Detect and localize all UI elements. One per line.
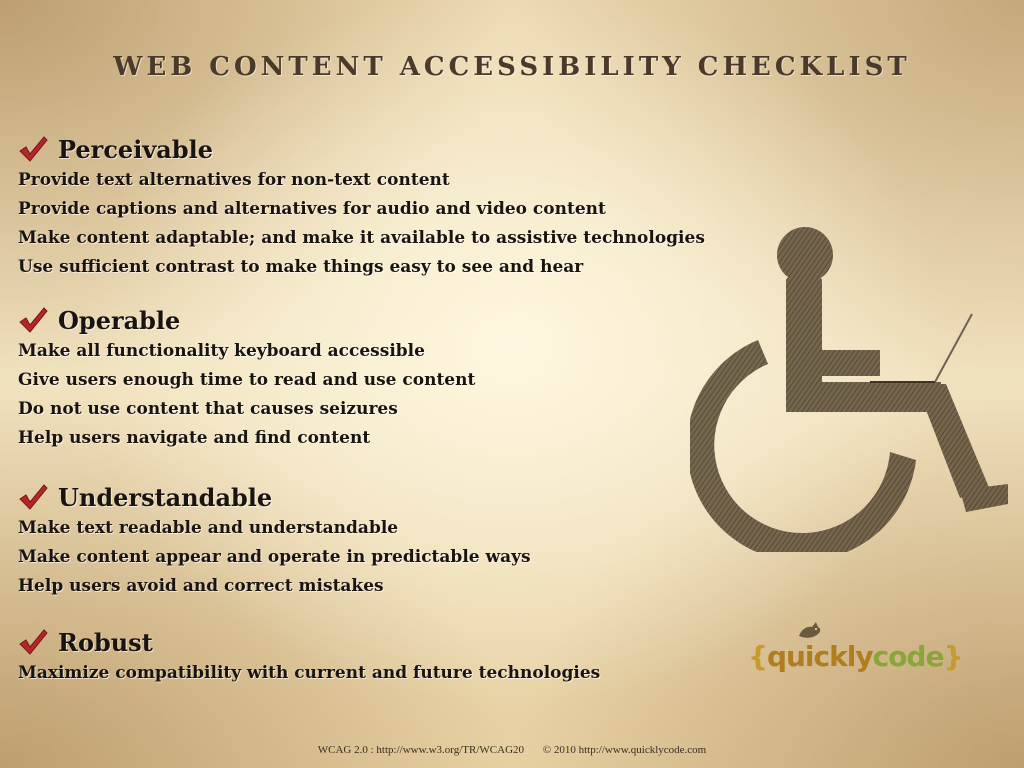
wheelchair-icon xyxy=(690,222,1010,552)
section-heading xyxy=(18,303,475,337)
item-list xyxy=(18,659,600,688)
section-title: Perceivable xyxy=(58,134,213,164)
footer-copyright: © 2010 http://www.quicklycode.com xyxy=(542,744,707,756)
list-item: Make content adaptable; and make it available to assistive technologies xyxy=(18,228,705,248)
section-title: Robust xyxy=(58,627,153,657)
item-list xyxy=(18,337,475,453)
list-item: Do not use content that causes seizures xyxy=(18,399,398,419)
section-heading xyxy=(18,625,600,659)
list-item: Help users avoid and correct mistakes xyxy=(18,576,384,596)
quicklycode-logo xyxy=(748,640,962,673)
list-item: Provide captions and alternatives for audio and video content xyxy=(18,199,606,219)
check-icon xyxy=(18,483,48,511)
item-list xyxy=(18,514,531,601)
list-item: Help users navigate and find content xyxy=(18,428,371,448)
section-understandable xyxy=(18,480,531,601)
list-item: Make all functionality keyboard accessible xyxy=(18,341,425,361)
section-robust xyxy=(18,625,600,688)
section-heading xyxy=(18,480,531,514)
check-icon xyxy=(18,306,48,334)
list-item: Provide text alternatives for non-text content xyxy=(18,170,450,190)
footer-source: WCAG 2.0 : http://www.w3.org/TR/WCAG20 xyxy=(317,744,525,756)
section-title: Operable xyxy=(58,305,181,335)
list-item: Make text readable and understandable xyxy=(18,518,399,538)
bird-logo-icon xyxy=(796,618,822,640)
logo-text-quickly: quickly xyxy=(766,640,873,673)
footer xyxy=(0,744,1024,756)
logo-brace-open: { xyxy=(748,640,767,673)
page-title: WEB CONTENT ACCESSIBILITY CHECKLIST xyxy=(113,52,911,82)
check-icon xyxy=(18,135,48,163)
list-item: Use sufficient contrast to make things easy to see and hear xyxy=(18,257,584,277)
section-perceivable xyxy=(18,132,705,282)
section-operable xyxy=(18,303,475,453)
section-title: Understandable xyxy=(58,482,273,512)
list-item: Give users enough time to read and use content xyxy=(18,370,476,390)
item-list xyxy=(18,166,705,282)
check-icon xyxy=(18,628,48,656)
list-item: Maximize compatibility with current and future technologies xyxy=(18,663,601,683)
section-heading xyxy=(18,132,705,166)
logo-text-code: code xyxy=(872,640,944,673)
list-item: Make content appear and operate in predictable ways xyxy=(18,547,531,567)
logo-brace-close: } xyxy=(943,640,963,673)
